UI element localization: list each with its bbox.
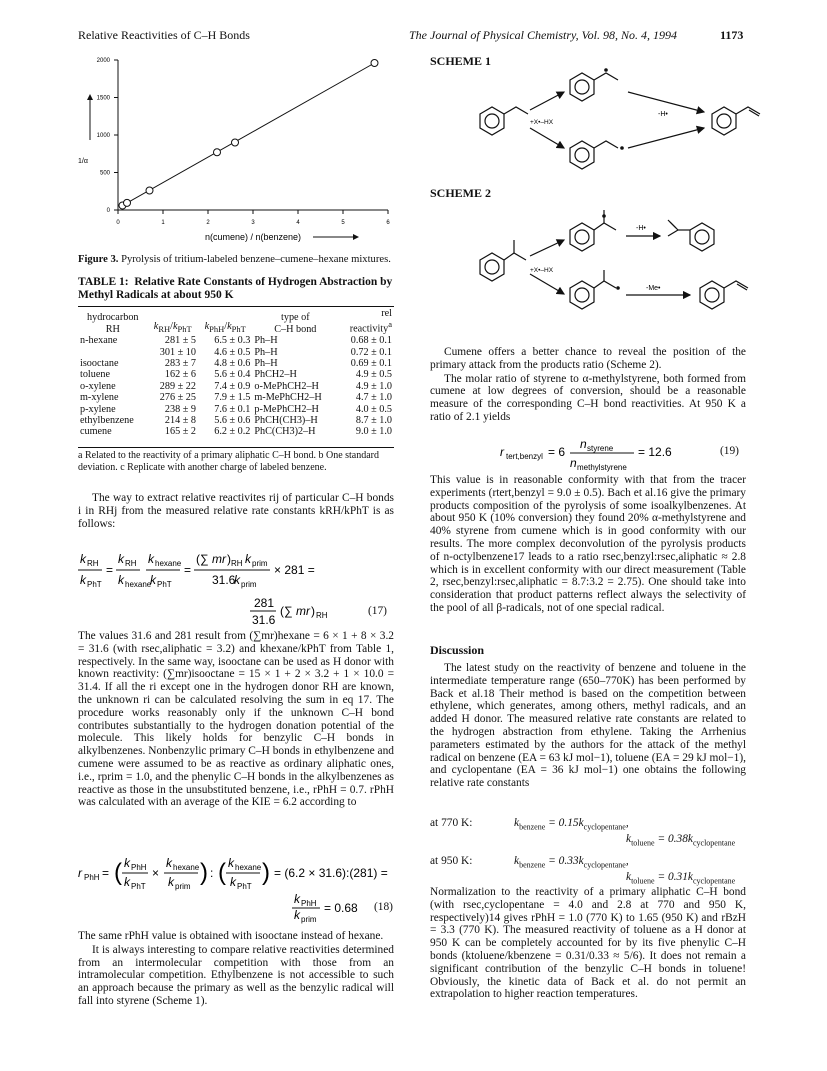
table-cell: 4.7 ± 1.0	[355, 392, 392, 404]
table-title-text: Relative Rate Constants of Hydrogen Abstraction by Methyl Radicals at about 950 K	[78, 276, 393, 301]
svg-text:n: n	[580, 437, 587, 451]
x-tick-label: 0	[116, 220, 120, 226]
table-cell: PhC(CH3)2–H	[254, 426, 316, 438]
y-tick-label: 500	[99, 170, 110, 177]
y-axis-label: 1/α	[78, 158, 88, 165]
scheme-1-reagent: +X•–HX	[530, 119, 554, 126]
col-header-krh: $k_{RH}/k_{PhT}$	[153, 320, 192, 334]
equation-18-number: (18)	[374, 901, 393, 913]
paragraph-closing	[78, 930, 394, 1009]
temp-950-label: at 950 K:	[430, 855, 473, 867]
paragraph-1: The way to extract relative reactivites rij of particular C–H bonds i in RHj from the measured relative rate constants kRH/kPhT is as follows:	[78, 492, 394, 530]
y-tick-label: 0	[106, 208, 110, 214]
svg-text:(∑: (∑	[196, 552, 209, 566]
table-cell: 165 ± 2	[164, 426, 196, 438]
svg-text:×: ×	[152, 866, 160, 880]
equation-19-number: (19)	[720, 445, 739, 457]
table-cell: 0.69 ± 0.1	[350, 358, 392, 370]
data-table	[78, 308, 394, 438]
svg-text:k: k	[168, 875, 174, 889]
svg-text:× 281 =: × 281 =	[274, 563, 315, 577]
table-cell: isooctane	[80, 358, 119, 370]
svg-text:k: k	[245, 552, 251, 566]
x-tick-label: 6	[386, 220, 390, 226]
scheme-1-diagram	[450, 66, 770, 184]
rate-950-toluene: $k_{toluene} = 0.31k_{cyclopentane}$	[626, 871, 736, 886]
svg-text:PhT: PhT	[157, 580, 172, 589]
table-row	[78, 381, 394, 392]
table-row	[78, 335, 394, 346]
right-paragraph-discussion	[430, 662, 746, 791]
table-cell: 9.0 ± 1.0	[355, 426, 392, 438]
svg-text:PhH: PhH	[84, 873, 100, 882]
right-paragraph-conformity	[430, 474, 746, 616]
benzene-ring	[570, 223, 594, 251]
benzene-ring	[690, 223, 714, 251]
table-cell: 301 ± 10	[159, 346, 196, 358]
benzene-ring	[480, 107, 504, 135]
svg-text:k: k	[294, 908, 300, 922]
table-row	[78, 358, 394, 369]
table-rule-bottom	[78, 447, 394, 448]
svg-text:k: k	[118, 573, 124, 587]
svg-text:(∑: (∑	[280, 604, 293, 618]
svg-text:prim: prim	[301, 915, 317, 924]
table-footnote: a Related to the reactivity of a primary aliphatic C–H bond. b One standard deviation. c Replicate with another charge of labeled benzene.	[78, 450, 380, 473]
col-header-rh: hydrocarbon RH	[87, 312, 139, 335]
right-paragraphs-top	[430, 346, 746, 425]
svg-text:r: r	[222, 552, 226, 566]
svg-text:k: k	[228, 856, 234, 870]
svg-text:RH: RH	[125, 559, 137, 568]
svg-text:r: r	[500, 445, 504, 459]
table-cell: 281 ± 5	[164, 335, 196, 347]
table-rule-top	[78, 306, 394, 307]
benzene-ring	[712, 107, 736, 135]
svg-text:=: =	[184, 563, 192, 577]
svg-text:PhT: PhT	[237, 882, 252, 891]
svg-text:PhH: PhH	[301, 899, 317, 908]
table-cell: 289 ± 22	[159, 380, 196, 392]
table-cell: p-MePhCH2–H	[254, 403, 319, 415]
col-header-type: type of C–H bond	[274, 312, 317, 335]
x-tick-label: 5	[341, 220, 345, 226]
svg-text:PhT: PhT	[131, 882, 146, 891]
svg-text:tert,benzyl: tert,benzyl	[506, 452, 543, 461]
table-cell: 7.4 ± 0.9	[214, 380, 251, 392]
x-axis-label: n(cumene) / n(benzene)	[204, 232, 302, 242]
scheme-1-loss-h: -H•	[658, 111, 668, 118]
right-paragraph-normalization	[430, 886, 746, 1002]
scheme-1-title: SCHEME 1	[430, 54, 492, 68]
table-cell: 4.8 ± 0.6	[214, 358, 251, 370]
paragraph-2: The values 31.6 and 281 result from (∑mr)hexane = 6 × 1 + 8 × 3.2 = 31.6 (with rsec,aliphatic = 3.2) and khexane/kPhT from Table 1, respectively. In the same way, isooctane can be used as H donor with known reactivity: (∑mr)isooctane = 15 × 1 + 2 × 3.2 + 1 × 10.0 = 31.4. If all the ri except one in the hydrogen donor RH are known, the unknown ri can be calculated resolving the sum in eq 17. The procedure works reasonably only if the unknown C–H bond contributes substantially to the hydrogen donation potential of the molecule. This likely holds for benzylic C–H bonds in alkylbenzenes. Nonbenzylic primary C–H bonds in ethylbenzene and cumene were assumed to be as reactive as ordinary aliphatic ones, i.e., rprim = 1.0, and the phenylic C–H bonds in the alkylbenzenes as reactive as those in the unsubstituted benzene, i.e., rPhH = 0.7. rPhH was calculated with an average of the KIE = 6.2 according to	[78, 630, 394, 809]
table-cell: o-MePhCH2–H	[254, 380, 319, 392]
right-paragraph-5: Normalization to the reactivity of a primary aliphatic C–H bond (with rsec,cyclopentane = 4.0 and 2.8 at 770 and 950 K, respectively)14 gives rPhH = 1.0 (770 K) to 1.65 (950 K) and rBzH = 3.3 (770 K). The measured reactivity of toluene as a H donor at 950 K can be completely accounted for by its five phenylic C–H bonds (ktoluene/kbenzene = 0.31/0.33 ≈ 5/6). It does not remain a significant contribution of the benzylic C–H bonds in toluene! Obviously, the kinetic data of Back et al. do not permit an extrapolation to higher reaction temperatures.	[430, 886, 746, 1001]
table-cell: o-xylene	[80, 380, 116, 392]
svg-text:(: (	[114, 859, 122, 886]
svg-text:k: k	[80, 552, 86, 566]
benzene-ring	[570, 281, 594, 309]
table-cell: Ph–H	[254, 358, 278, 370]
equation-17-graphic	[78, 547, 394, 627]
table-cell: 7.6 ± 0.1	[214, 403, 251, 415]
table-label: TABLE 1:	[78, 276, 129, 288]
svg-text:k: k	[234, 573, 240, 587]
equation-17-number: (17)	[368, 605, 387, 617]
data-point	[124, 199, 131, 206]
svg-text:r: r	[306, 604, 310, 618]
svg-text:k: k	[124, 875, 130, 889]
svg-text:prim: prim	[252, 559, 268, 568]
equation-19-graphic	[430, 436, 746, 472]
svg-text:k: k	[150, 573, 156, 587]
svg-text:k: k	[166, 856, 172, 870]
table-cell: 6.5 ± 0.3	[214, 335, 251, 347]
svg-text:methylstyrene: methylstyrene	[577, 463, 627, 472]
x-axis-arrowhead	[353, 234, 359, 240]
svg-text:n: n	[570, 456, 577, 470]
paragraph-values	[78, 630, 394, 810]
rate-950-benzene: $k_{benzene} = 0.33k_{cyclopentane}$,	[514, 855, 629, 870]
svg-text:k: k	[118, 552, 124, 566]
svg-text:): )	[200, 859, 208, 886]
right-paragraph-3: This value is in reasonable conformity with that from the tracer experiments (rtert,benzyl = 9.0 ± 0.5). Bach et al.16 give the primary products composition of the pyrolysis of some isoalkylbenzenes. At about 950 K (10% conversion) they found 20% α-methylstyrene and 40% styrene from cumene which is in good conformity with our results. The more complex deconvolution of the pyrolysis products of n-octylbenzene17 leads to a ratio rsec,benzyl:rsec,aliphatic ≈ 2.8 which is in excellent conformity with our direct measurement (Table 2, rsec,benzyl:rsec,aliphatic = 8.7:3.2 = 2.75). One should take into consideration that product patterns reflect always the selectivity of the pool of all β-radicals, not of one special radical.	[430, 474, 746, 614]
table-cell: 276 ± 25	[159, 392, 196, 404]
svg-text:k: k	[294, 892, 300, 906]
figure-caption	[78, 254, 394, 266]
table-row	[78, 404, 394, 415]
table-cell: 0.72 ± 0.1	[350, 346, 392, 358]
y-tick-label: 1000	[96, 133, 110, 139]
paragraph-4: It is always interesting to compare relative reactivities determined from an intermolecular competition with those from an intramolecular competition. Ethylbenzene is not accessible to such an approach because the primary as well as the benzylic radical will fall into styrene (Scheme 1).	[78, 943, 394, 1007]
scheme-2-loss-me: -Me•	[646, 285, 661, 292]
table-cell: 4.0 ± 0.5	[355, 403, 392, 415]
svg-text:31.6: 31.6	[212, 573, 236, 587]
right-paragraph-1: Cumene offers a better chance to reveal the position of the primary attack from the products ratio (Scheme 2).	[430, 346, 746, 371]
equation-19	[430, 436, 746, 472]
table-cell: PhCH(CH3)–H	[254, 415, 318, 427]
table-cell: 214 ± 8	[164, 415, 196, 427]
table-cell: 162 ± 6	[164, 369, 196, 381]
table-cell: 4.6 ± 0.5	[214, 346, 251, 358]
figure-label: Figure 3.	[78, 254, 119, 265]
equation-18-graphic	[78, 853, 394, 924]
svg-text:m: m	[212, 552, 222, 566]
svg-text:RH: RH	[231, 559, 243, 568]
table-header-row	[78, 308, 394, 335]
svg-text:PhT: PhT	[87, 580, 102, 589]
table-cell: Ph–H	[254, 346, 278, 358]
table-cell: n-hexane	[80, 335, 118, 347]
right-paragraph-4: The latest study on the reactivity of benzene and toluene in the intermediate temperature range (650–770K) has been performed by Back et al.18 Their method is based on the competition between ethylene, which generates, among others, methyl radicals, and an added H donor. The measured relative rate constants are related to the hydrogen abstraction from ethylene. Taking the Arrhenius parameters estimated by the authors for the attack of the methyl radical on benzene (EA = 63 kJ mol−1), toluene (EA = 29 kJ mol−1), and cyclopentane (EA = 36 kJ mol−1) one obtains the following relative rate constants	[430, 662, 746, 790]
table-cell: 4.9 ± 0.5	[355, 369, 392, 381]
svg-text:=: =	[102, 866, 110, 880]
scheme-2-reagent: +X•–HX	[530, 267, 554, 274]
paragraph-intro	[78, 492, 394, 531]
data-point	[146, 187, 153, 194]
equation-17	[78, 547, 394, 627]
scheme-2-diagram	[450, 198, 770, 318]
table-cell	[78, 347, 148, 358]
svg-text:prim: prim	[175, 882, 191, 891]
svg-text:RH: RH	[87, 559, 99, 568]
discussion-heading: Discussion	[430, 643, 485, 657]
table-cell: toluene	[80, 369, 110, 381]
svg-text:styrene: styrene	[587, 444, 614, 453]
svg-text:): )	[227, 552, 231, 566]
table-cell: 8.7 ± 1.0	[355, 415, 392, 427]
svg-text:r: r	[78, 866, 82, 880]
svg-text:): )	[311, 604, 315, 618]
scheme-2-loss-h: -H•	[636, 225, 646, 232]
data-point	[232, 139, 239, 146]
svg-text:hexane: hexane	[125, 580, 152, 589]
svg-text:k: k	[80, 573, 86, 587]
data-point	[371, 60, 378, 67]
scheme-2-title: SCHEME 2	[430, 186, 492, 200]
svg-text:hexane: hexane	[173, 863, 200, 872]
table-cell: 7.9 ± 1.5	[214, 392, 251, 404]
table-row	[78, 415, 394, 426]
y-axis-arrowhead	[87, 94, 93, 100]
table-row	[78, 369, 394, 380]
benzene-ring	[700, 281, 724, 309]
svg-text:=: =	[106, 563, 114, 577]
table-cell: p-xylene	[80, 403, 116, 415]
svg-text:= 0.68: = 0.68	[324, 901, 358, 915]
svg-text:= 12.6: = 12.6	[638, 445, 672, 459]
running-header-title: Relative Reactivities of C–H Bonds	[78, 28, 250, 42]
right-paragraph-2: The molar ratio of styrene to α-methylstyrene, both formed from cumene at low degrees of conversion, should be a reasonable measure of the corresponding C–H bond reactivities. At 950 K a ratio of 2.1 yields	[430, 372, 746, 423]
benzene-ring	[480, 253, 504, 281]
svg-text:281: 281	[254, 596, 275, 610]
svg-text::: :	[210, 866, 214, 880]
col-header-kphh: $k_{PhH}/k_{PhT}$	[204, 320, 246, 334]
svg-text:hexane: hexane	[235, 863, 262, 872]
page-number: 1173	[720, 28, 744, 42]
rate-constants	[430, 813, 746, 886]
table-cell: 238 ± 9	[164, 403, 196, 415]
x-tick-label: 1	[161, 220, 165, 226]
table-cell: 5.6 ± 0.6	[214, 415, 251, 427]
table-cell: m-MePhCH2–H	[254, 392, 322, 404]
table-cell: 283 ± 7	[164, 358, 196, 370]
benzene-ring	[570, 141, 594, 169]
svg-text:hexane: hexane	[155, 559, 182, 568]
x-tick-label: 3	[251, 220, 255, 226]
svg-text:): )	[262, 859, 270, 886]
svg-text:PhH: PhH	[131, 863, 147, 872]
table-cell: 0.68 ± 0.1	[350, 335, 392, 347]
svg-text:k: k	[230, 875, 236, 889]
table-title	[78, 276, 394, 302]
col-header-rel: rel reactivity$^a$	[349, 308, 392, 335]
table-cell: 5.6 ± 0.4	[214, 369, 251, 381]
svg-text:= (6.2 × 31.6):(281) =: = (6.2 × 31.6):(281) =	[274, 866, 388, 880]
temp-770-label: at 770 K:	[430, 817, 473, 829]
svg-text:RH: RH	[316, 611, 328, 620]
x-tick-label: 4	[296, 220, 300, 226]
figure-3-chart	[78, 50, 398, 250]
table-cell: ethylbenzene	[80, 415, 134, 427]
rate-770-toluene: $k_{toluene} = 0.38k_{cyclopentane}$	[626, 833, 736, 848]
table-row	[78, 392, 394, 403]
table-row	[78, 347, 394, 358]
table-cell: Ph–H	[254, 335, 278, 347]
svg-text:k: k	[148, 552, 154, 566]
journal-citation: The Journal of Physical Chemistry, Vol. 98, No. 4, 1994	[409, 28, 677, 42]
svg-text:31.6: 31.6	[252, 613, 276, 627]
fit-line	[123, 63, 375, 206]
svg-text:k: k	[124, 856, 130, 870]
svg-text:(: (	[218, 859, 226, 886]
svg-text:= 6: = 6	[548, 445, 566, 459]
equation-18	[78, 853, 394, 924]
figure-caption-text: Pyrolysis of tritium-labeled benzene–cumene–hexane mixtures.	[121, 254, 391, 265]
table-cell: m-xylene	[80, 392, 119, 404]
rate-770-benzene: $k_{benzene} = 0.15k_{cyclopentane}$,	[514, 817, 629, 832]
table-cell: 6.2 ± 0.2	[214, 426, 251, 438]
y-tick-label: 2000	[96, 58, 110, 64]
table-cell: cumene	[80, 426, 112, 438]
table-row	[78, 426, 394, 437]
svg-text:prim: prim	[241, 580, 257, 589]
y-tick-label: 1500	[96, 95, 110, 102]
data-point	[214, 149, 221, 156]
table-cell: PhCH2–H	[254, 369, 297, 381]
svg-text:m: m	[296, 604, 306, 618]
paragraph-3: The same rPhH value is obtained with isooctane instead of hexane.	[78, 930, 384, 942]
table-cell: 4.9 ± 1.0	[355, 380, 392, 392]
x-tick-label: 2	[206, 220, 210, 226]
benzene-ring	[570, 73, 594, 101]
